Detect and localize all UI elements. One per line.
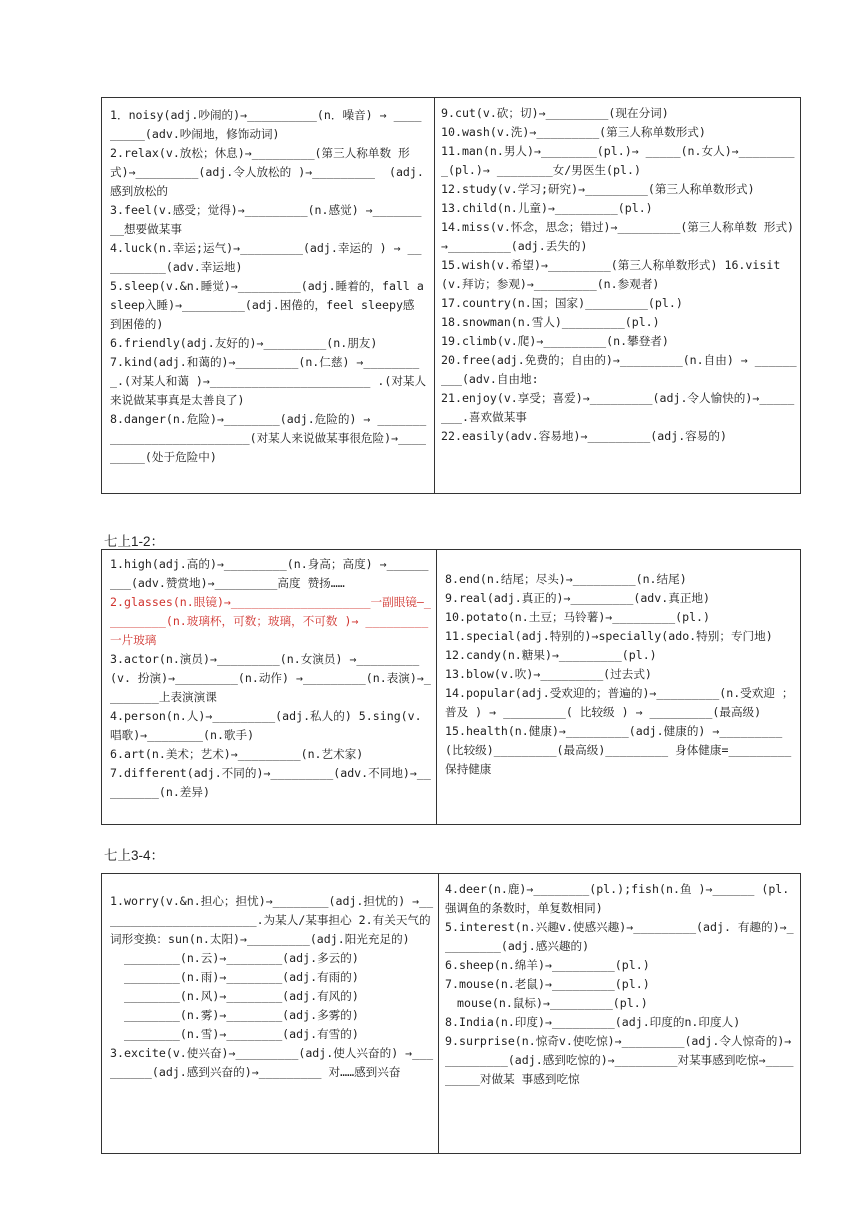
list-item: ________(n.云)→________(adj.多云的) [124, 951, 359, 965]
list-item: 12.candy(n.糖果)→_________(pl.) [445, 648, 657, 662]
list-item: 3.excite(v.使兴奋)→_________(adj.使人兴奋的) →_________(adj.感到兴奋的)→_________ 对……感到兴奋 [110, 1046, 434, 1079]
table-section-1 [101, 97, 801, 494]
column-right [434, 98, 800, 493]
column-right [438, 874, 800, 1153]
list-item: 15.health(n.健康)→_________(adj.健康的) →_________(比较级)_________(最高级)_________ 身体健康=_________保持健康 [445, 724, 792, 776]
list-item: 9.surprise(n.惊奇v.使吃惊)→_________(adj.令人惊奇的)→_________(adj.感到吃惊的)→_________对某事感到吃惊→_________对做某 事感到吃惊 [445, 1034, 794, 1086]
list-item: 11.special(adj.特别的)→specially(ado.特别；专门地) [445, 629, 773, 643]
list-item: 1.high(adj.高的)→_________(n.身高；高度) →_________(adv.赞赏地)→_________高度 赞扬…… [110, 557, 429, 590]
list-item: 3.feel(v.感受；觉得)→_________(n.感觉) →_________想要做某事 [110, 203, 422, 236]
list-item: 13.child(n.儿童)→_________(pl.) [441, 201, 653, 215]
list-item: 8.danger(n.危险)→________(adj.危险的) → ___________________________(对某人来说做某事很危险)→_________(处于危险中) [110, 412, 427, 464]
list-item: 9.real(adj.真正的)→_________(adv.真正地) [445, 591, 711, 605]
list-item: 8.end(n.结尾；尽头)→_________(n.结尾) [445, 572, 687, 586]
list-item: 4.person(n.人)→_________(adj.私人的) 5.sing(v.唱歌)→________(n.歌手) [110, 709, 422, 742]
list-item: 18.snowman(n.雪人)_________(pl.) [441, 315, 660, 329]
list-item: 7.mouse(n.老鼠)→_________(pl.) [445, 977, 650, 991]
list-item: 8.India(n.印度)→_________(adj.印度的n.印度人) [445, 1015, 741, 1029]
list-item: 5.sleep(v.&n.睡觉)→_________(adj.睡着的，fall asleep入睡)→_________(adj.困倦的，feel sleepy感 到困倦的) [110, 279, 424, 331]
list-item: 1．noisy(adj.吵闹的)→__________(n．噪音) → _________(adv.吵闹地，修饰动词) [110, 108, 422, 141]
list-item: 11.man(n.男人)→________(pl.)→ _____(n.女人)→_________(pl.)→ ________女/男医生(pl.) [441, 144, 795, 177]
list-item: 2.relax(v.放松；休息)→_________(第三人称单数 形式)→_________(adj.令人放松的 )→_________ (adj.感到放松的 [110, 146, 424, 198]
list-item: 1.worry(v.&n.担心；担忧)→________(adj.担忧的) →_______________________.为某人/某事担心 2.有关天气的词形变换：sun(n.太阳)→_________(adj.阳光充足的) [110, 894, 434, 946]
list-item: 5.interest(n.兴趣v.使感兴趣)→_________(adj. 有趣的)→_________(adj.感兴趣的) [445, 920, 794, 953]
list-item: 3.actor(n.演员)→_________(n.女演员) →_________(v. 扮演)→_________(n.动作) →_________(n.表演)→________上表演演课 [110, 652, 431, 704]
list-item: 12.study(v.学习;研究)→_________(第三人称单数形式) [441, 182, 755, 196]
list-item: 9.cut(v.砍；切)→_________(现在分词) [441, 106, 669, 120]
column-left [102, 550, 436, 824]
list-item: mouse(n.鼠标)→_________(pl.) [457, 996, 648, 1010]
list-item: 2.glasses(n.眼镜)→____________________一副眼镜—_________(n.玻璃杯，可数；玻璃，不可数 )→ _________一片玻璃 [110, 595, 431, 647]
table-section-3 [101, 873, 801, 1154]
list-item: ________(n.雪)→________(adj.有雪的) [124, 1027, 359, 1041]
column-right [436, 550, 800, 824]
list-item: 20.free(adj.免费的；自由的)→_________(n.自由) → _________(adv.自由地: [441, 353, 797, 386]
list-item: 22.easily(adv.容易地)→_________(adj.容易的) [441, 429, 727, 443]
list-item: 14.popular(adj.受欢迎的；普遍的)→_________(n.受欢迎 ； 普及 ) → _________( 比较级 ) → _________(最高级) [445, 686, 801, 719]
list-item: 15.wish(v.希望)→_________(第三人称单数形式) 16.visit(v.拜访；参观)→_________(n.参观者) [441, 258, 781, 291]
column-left [102, 874, 438, 1153]
list-item: 17.country(n.国；国家)_________(pl.) [441, 296, 683, 310]
table-section-2 [101, 549, 801, 825]
list-item: 10.wash(v.洗)→_________(第三人称单数形式) [441, 125, 706, 139]
list-item: 19.climb(v.爬)→_________(n.攀登者) [441, 334, 669, 348]
column-left [102, 98, 434, 493]
list-item: 7.different(adj.不同的)→_________(adv.不同地)→_________(n.差异) [110, 766, 431, 799]
list-item: ________(n.雨)→________(adj.有雨的) [124, 970, 359, 984]
list-item: ________(n.风)→________(adj.有风的) [124, 989, 359, 1003]
list-item: 6.art(n.美术；艺术)→_________(n.艺术家) [110, 747, 364, 761]
list-item: 13.blow(v.吹)→_________(过去式) [445, 667, 652, 681]
list-item: 4.deer(n.鹿)→________(pl.);fish(n.鱼 )→______ (pl.强调鱼的条数时，单复数相同) [445, 882, 790, 915]
list-item: 4.luck(n.幸运;运气)→_________(adj.幸运的 ) → __________(adv.幸运地) [110, 241, 422, 274]
list-item: 14.miss(v.怀念，思念；错过)→_________(第三人称单数 形式)→_________(adj.丢失的) [441, 220, 795, 253]
list-item: 6.friendly(adj.友好的)→_________(n.朋友) [110, 336, 378, 350]
list-item: 6.sheep(n.绵羊)→_________(pl.) [445, 958, 650, 972]
section-heading-3-4: 七上3-4： [104, 848, 165, 863]
list-item: ________(n.雾)→________(adj.多雾的) [124, 1008, 359, 1022]
section-heading-1-2: 七上1-2： [104, 534, 165, 549]
list-item: 21.enjoy(v.享受；喜爱)→_________(adj.令人愉快的)→________.喜欢做某事 [441, 391, 795, 424]
list-item: 7.kind(adj.和蔼的)→_________(n.仁慈) →_________.(对某人和蔼 )→_______________________ .(对某人来说做某事真是太善良了) [110, 355, 427, 407]
list-item: 10.potato(n.土豆；马铃薯)→_________(pl.) [445, 610, 711, 624]
